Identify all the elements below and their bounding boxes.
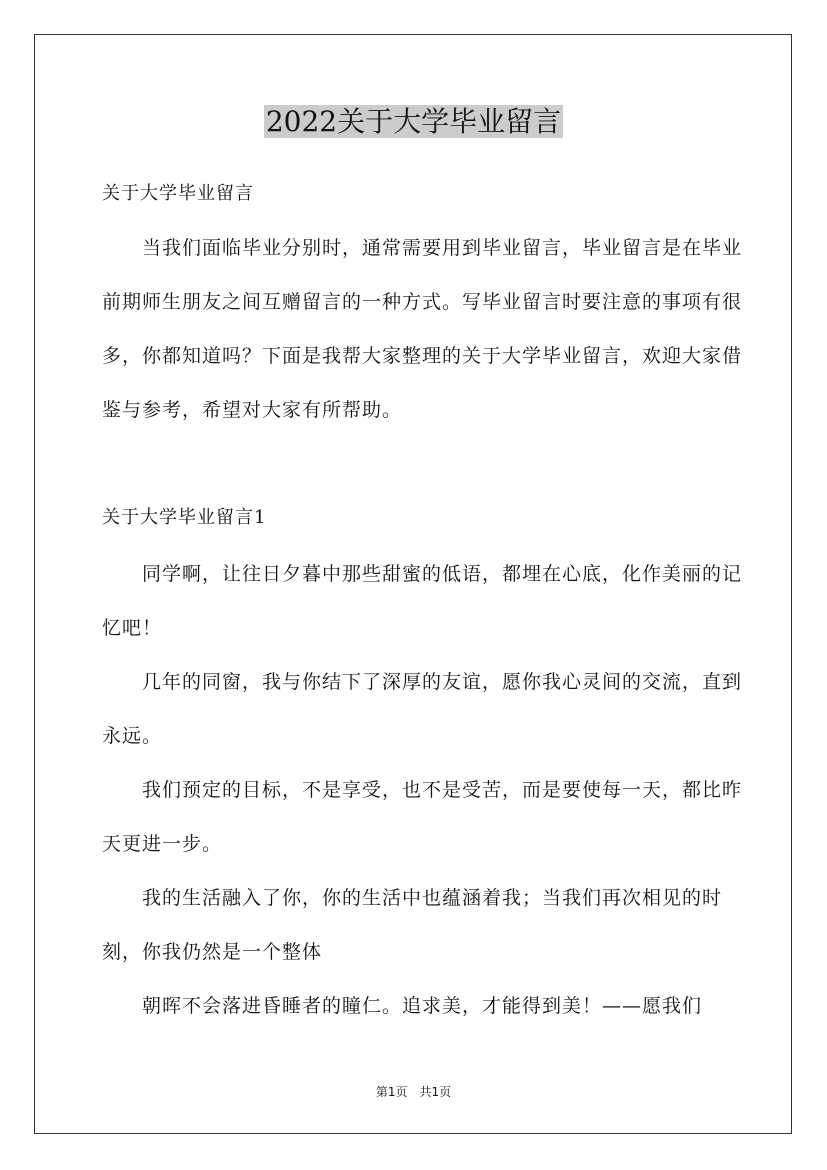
page-footer	[0, 1083, 827, 1101]
paragraph-2: 几年的同窗，我与你结下了深厚的友谊，愿你我心灵间的交流，直到永远。	[102, 671, 743, 747]
paragraph-1: 同学啊，让往日夕暮中那些甜蜜的低语，都埋在心底，化作美丽的记忆吧！	[102, 563, 743, 639]
page-number: 第1页	[375, 1085, 408, 1099]
subheading-1: 关于大学毕业留言1	[102, 507, 267, 528]
document-title-text: 2022关于大学毕业留言	[265, 105, 562, 138]
section-heading: 关于大学毕业留言	[102, 183, 254, 204]
document-title	[0, 100, 827, 144]
paragraph-3: 我们预定的目标，不是享受，也不是受苦，而是要使每一天，都比昨天更进一步。	[102, 779, 743, 855]
paragraph-4: 我的生活融入了你，你的生活中也蕴涵着我；当我们再次相见的时刻，你我仍然是一个整体	[102, 887, 723, 963]
page-total: 共1页	[419, 1085, 452, 1099]
intro-paragraph: 当我们面临毕业分别时，通常需要用到毕业留言，毕业留言是在毕业前期师生朋友之间互赠留言的一种方式。写毕业留言时要注意的事项有很多，你都知道吗？下面是我帮大家整理的关于大学毕业留言，欢迎大家借鉴与参考，希望对大家有所帮助。	[102, 237, 743, 421]
paragraph-5: 朝晖不会落进昏睡者的瞳仁。追求美，才能得到美！——愿我们	[142, 995, 703, 1017]
